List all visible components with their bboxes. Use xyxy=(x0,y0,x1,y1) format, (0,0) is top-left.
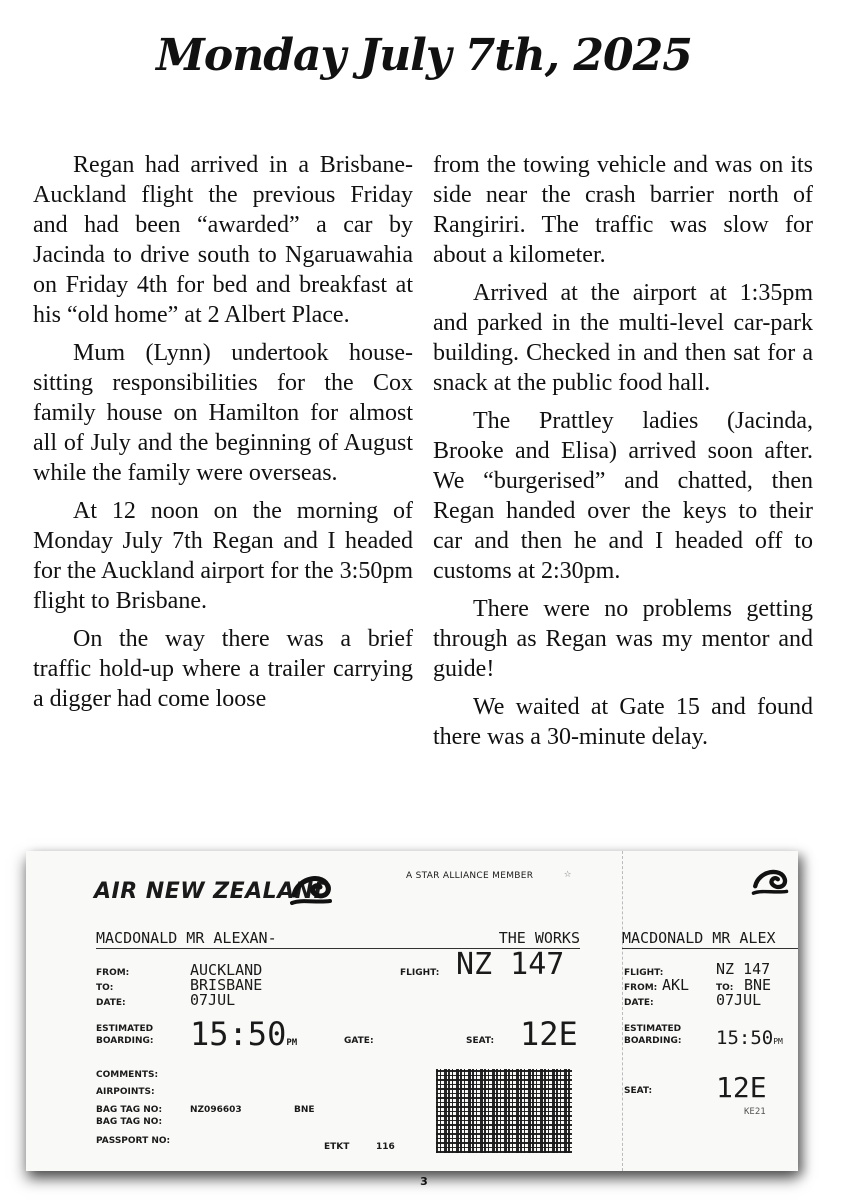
paragraph: from the towing vehicle and was on its side near the crash barrier north of Rangiriri. The traffic was slow for about a kilometer. xyxy=(433,152,813,268)
bag-tag-value: NZ096603 xyxy=(190,1105,242,1115)
boarding-pass-image xyxy=(26,851,798,1171)
to-label: TO: xyxy=(96,983,114,993)
stub-to-label: TO: xyxy=(716,983,734,993)
stub-boarding-time: 15:50PM xyxy=(716,1027,783,1049)
bag-dest-value: BNE xyxy=(294,1105,315,1115)
stub-estimated-label: ESTIMATED xyxy=(624,1024,682,1034)
comments-label: COMMENTS: xyxy=(96,1070,159,1080)
paragraph: At 12 noon on the morning of Monday July 7th Regan and I headed for the Auckland airport for the 3:50pm flight to Brisbane. xyxy=(33,498,413,614)
page-number: 3 xyxy=(420,1175,428,1188)
paragraph: We waited at Gate 15 and found there was a 30-minute delay. xyxy=(433,694,813,750)
gate-label: GATE: xyxy=(344,1036,374,1046)
airpoints-label: AIRPOINTS: xyxy=(96,1087,155,1097)
stub-date-value: 07JUL xyxy=(716,991,762,1009)
stub-passenger-name: MACDONALD MR ALEX xyxy=(622,931,798,949)
estimated-label: ESTIMATED xyxy=(96,1024,154,1034)
seat-label: SEAT: xyxy=(466,1036,495,1046)
alliance-text: A STAR ALLIANCE MEMBER xyxy=(406,871,534,881)
boarding-time: 15:50PM xyxy=(190,1015,298,1053)
bag-tag-label: BAG TAG NO: xyxy=(96,1105,163,1115)
stub-code: KE21 xyxy=(744,1107,766,1117)
class-label: THE WORKS xyxy=(498,929,580,947)
barcode-2d xyxy=(436,1069,572,1153)
passenger-name: MACDONALD MR ALEXAN- xyxy=(96,929,277,947)
paragraph: Regan had arrived in a Brisbane-Auckland flight the previous Friday and had been “awarded” a car by Jacinda to drive south to Ngaruawahia on Friday 4th for bed and breakfast at his “old home” at 2 Albert Place. xyxy=(33,152,413,328)
paragraph: On the way there was a brief traffic hold-up where a trailer carrying a digger had come loose xyxy=(33,626,413,712)
koru-logo-icon xyxy=(288,869,334,909)
etkt-label: ETKT xyxy=(324,1142,350,1152)
paragraph: There were no problems getting through as Regan was my mentor and guide! xyxy=(433,596,813,682)
flight-label: FLIGHT: xyxy=(400,968,440,978)
paragraph: The Prattley ladies (Jacinda, Brooke and Elisa) arrived soon after. We “burgerised” and chatted, then Regan handed over the keys to their car and then he and I headed off to customs at 2:30pm. xyxy=(433,408,813,584)
passport-label: PASSPORT NO: xyxy=(96,1136,171,1146)
seat-value: 12E xyxy=(520,1015,578,1053)
stub-date-label: DATE: xyxy=(624,998,654,1008)
page-title: Monday July 7th, 2025 xyxy=(156,30,692,81)
date-value: 07JUL xyxy=(190,991,236,1009)
stub-seat-label: SEAT: xyxy=(624,1086,653,1096)
tear-line xyxy=(622,851,624,1171)
stub-boarding-label: BOARDING: xyxy=(624,1036,682,1046)
etkt-value: 116 xyxy=(376,1142,395,1152)
stub-flight-label: FLIGHT: xyxy=(624,968,664,978)
paragraph: Mum (Lynn) undertook house-sitting responsibilities for the Cox family house on Hamilton for almost all of July and the beginning of August while the family were overseas. xyxy=(33,340,413,486)
date-label: DATE: xyxy=(96,998,126,1008)
airline-name: AIR NEW ZEALAND xyxy=(94,879,333,904)
koru-logo-icon xyxy=(750,863,790,899)
right-column xyxy=(433,150,813,760)
stub-to-value: BNE xyxy=(744,976,772,994)
flight-value: NZ 147 xyxy=(456,947,565,982)
star-alliance-icon: ☆ xyxy=(564,866,572,880)
stub-boarding-suffix: PM xyxy=(773,1037,783,1046)
stub-from-label: FROM: xyxy=(624,983,658,993)
stub-seat-value: 12E xyxy=(716,1071,767,1104)
boarding-label: BOARDING: xyxy=(96,1036,154,1046)
paragraph: Arrived at the airport at 1:35pm and parked in the multi-level car-park building. Checked in and then sat for a snack at the public food hall. xyxy=(433,280,813,396)
from-label: FROM: xyxy=(96,968,130,978)
from-value: AUCKLAND xyxy=(190,961,263,979)
bag-tag-label: BAG TAG NO: xyxy=(96,1117,163,1127)
stub-flight-value: NZ 147 xyxy=(716,960,771,978)
stub-from-value: AKL xyxy=(662,976,690,994)
boarding-suffix: PM xyxy=(286,1038,298,1048)
left-column xyxy=(33,150,413,722)
to-value: BRISBANE xyxy=(190,976,263,994)
